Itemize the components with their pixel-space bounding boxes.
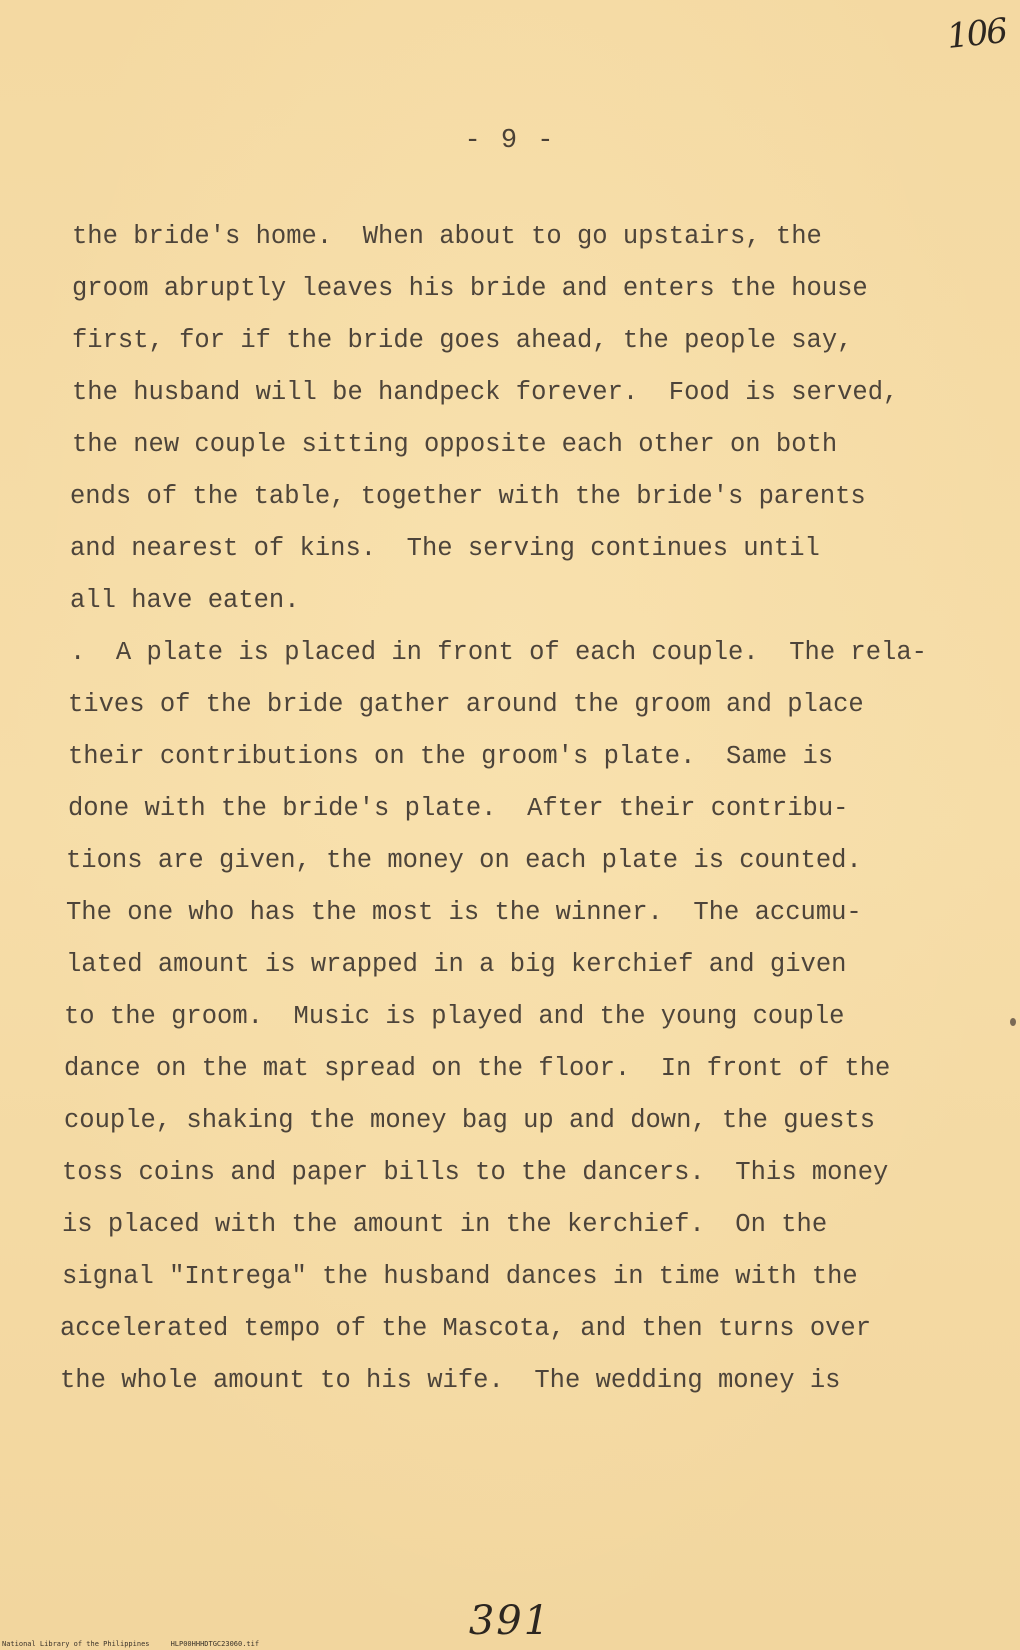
text-line: all have eaten. <box>70 586 300 615</box>
text-line: the new couple sitting opposite each other on both <box>72 430 838 459</box>
text-line: their contributions on the groom's plate. Same is <box>68 742 834 771</box>
text-line: done with the bride's plate. After their contribu- <box>68 794 849 823</box>
handwritten-page-number: 391 <box>468 1598 552 1644</box>
text-line: The one who has the most is the winner. The accumu- <box>66 898 862 927</box>
text-line: the husband will be handpeck forever. Food is served, <box>72 378 899 407</box>
text-line: ends of the table, together with the bride's parents <box>70 482 866 511</box>
paper-speck <box>1010 1018 1016 1026</box>
text-line: accelerated tempo of the Mascota, and then turns over <box>60 1314 872 1343</box>
text-line: and nearest of kins. The serving continues until <box>70 534 820 563</box>
text-line: signal "Intrega" the husband dances in time with the <box>62 1262 858 1291</box>
archive-caption: National Library of the Philippines HLP00HHHDTGC23060.tif <box>2 1640 260 1648</box>
text-line: the whole amount to his wife. The wedding money is <box>60 1366 841 1395</box>
text-line: tives of the bride gather around the groom and place <box>68 690 864 719</box>
text-line: first, for if the bride goes ahead, the people say, <box>72 326 853 355</box>
text-line: to the groom. Music is played and the young couple <box>64 1002 845 1031</box>
folio-number: 106 <box>945 11 1008 57</box>
text-line: . A plate is placed in front of each couple. The rela- <box>70 638 927 667</box>
text-line: couple, shaking the money bag up and down, the guests <box>64 1106 876 1135</box>
text-line: lated amount is wrapped in a big kerchief and given <box>66 950 847 979</box>
page-number: - 9 - <box>464 126 556 156</box>
text-line: toss coins and paper bills to the dancers. This money <box>62 1158 889 1187</box>
text-line: dance on the mat spread on the floor. In front of the <box>64 1054 891 1083</box>
text-line: the bride's home. When about to go upstairs, the <box>72 222 822 251</box>
text-line: is placed with the amount in the kerchief. On the <box>62 1210 828 1239</box>
text-line: groom abruptly leaves his bride and enters the house <box>72 274 868 303</box>
text-line: tions are given, the money on each plate is counted. <box>66 846 862 875</box>
